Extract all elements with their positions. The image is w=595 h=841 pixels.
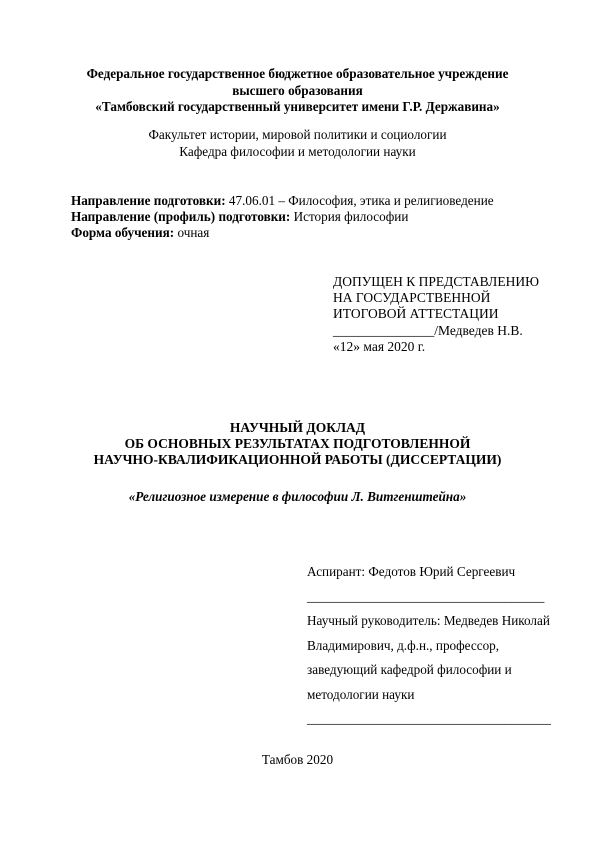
approval-date: «12» мая 2020 г. — [333, 338, 426, 354]
institution-name: «Тамбовский государственный университет имени Г.Р. Державина» — [95, 99, 500, 114]
report-topic — [40, 489, 555, 506]
postgraduate-signature-line: ____________________________________ — [307, 588, 545, 604]
city-year-text: Тамбов 2020 — [261, 752, 334, 767]
study-form-value: очная — [174, 225, 210, 240]
supervisor-line: заведующий кафедрой философии и — [307, 662, 512, 677]
approval-line: ИТОГОВОЙ АТТЕСТАЦИИ — [333, 306, 499, 322]
faculty-name: Факультет истории, мировой политики и социологии — [148, 127, 447, 142]
report-title-line: ОБ ОСНОВНЫХ РЕЗУЛЬТАТАХ ПОДГОТОВЛЕННОЙ — [124, 436, 471, 452]
supervisor-signature-line: _____________________________________ — [307, 711, 551, 726]
profile-label: Направление (профиль) подготовки: — [71, 209, 291, 224]
postgraduate-name: Аспирант: Федотов Юрий Сергеевич — [307, 564, 516, 579]
direction-block — [71, 193, 551, 241]
supervisor-line: Владимирович, д.ф.н., профессор, — [307, 637, 500, 653]
study-form-row — [71, 225, 551, 241]
direction-row — [71, 193, 551, 209]
faculty-block — [40, 127, 555, 160]
direction-value: 47.06.01 – Философия, этика и религиоведение — [225, 193, 494, 208]
approval-line: ДОПУЩЕН К ПРЕДСТАВЛЕНИЮ — [333, 274, 539, 289]
approval-signature: _______________/Медведев Н.В. — [333, 322, 523, 338]
institution-line: высшего образования — [232, 82, 363, 98]
topic-text: «Религиозное измерение в философии Л. Витгенштейна» — [128, 489, 467, 504]
report-title-line: НАУЧНЫЙ ДОКЛАД — [229, 420, 366, 435]
profile-row — [71, 209, 551, 225]
supervisor-line: Научный руководитель: Медведев Николай — [307, 613, 550, 628]
city-year — [40, 752, 555, 769]
report-title-line: НАУЧНО-КВАЛИФИКАЦИОННОЙ РАБОТЫ (ДИССЕРТАЦИИ) — [93, 452, 502, 468]
report-title — [40, 420, 555, 469]
direction-label: Направление подготовки: — [71, 193, 226, 208]
study-form-label: Форма обучения: — [71, 225, 175, 240]
signatories-block — [307, 560, 577, 732]
department-name: Кафедра философии и методологии науки — [179, 143, 416, 159]
institution-header — [40, 66, 555, 116]
institution-line: Федеральное государственное бюджетное образовательное учреждение — [86, 66, 509, 81]
approval-line: НА ГОСУДАРСТВЕННОЙ — [333, 290, 491, 306]
profile-value: История философии — [290, 209, 409, 224]
approval-stamp — [333, 274, 563, 355]
supervisor-line: методологии науки — [307, 686, 415, 702]
